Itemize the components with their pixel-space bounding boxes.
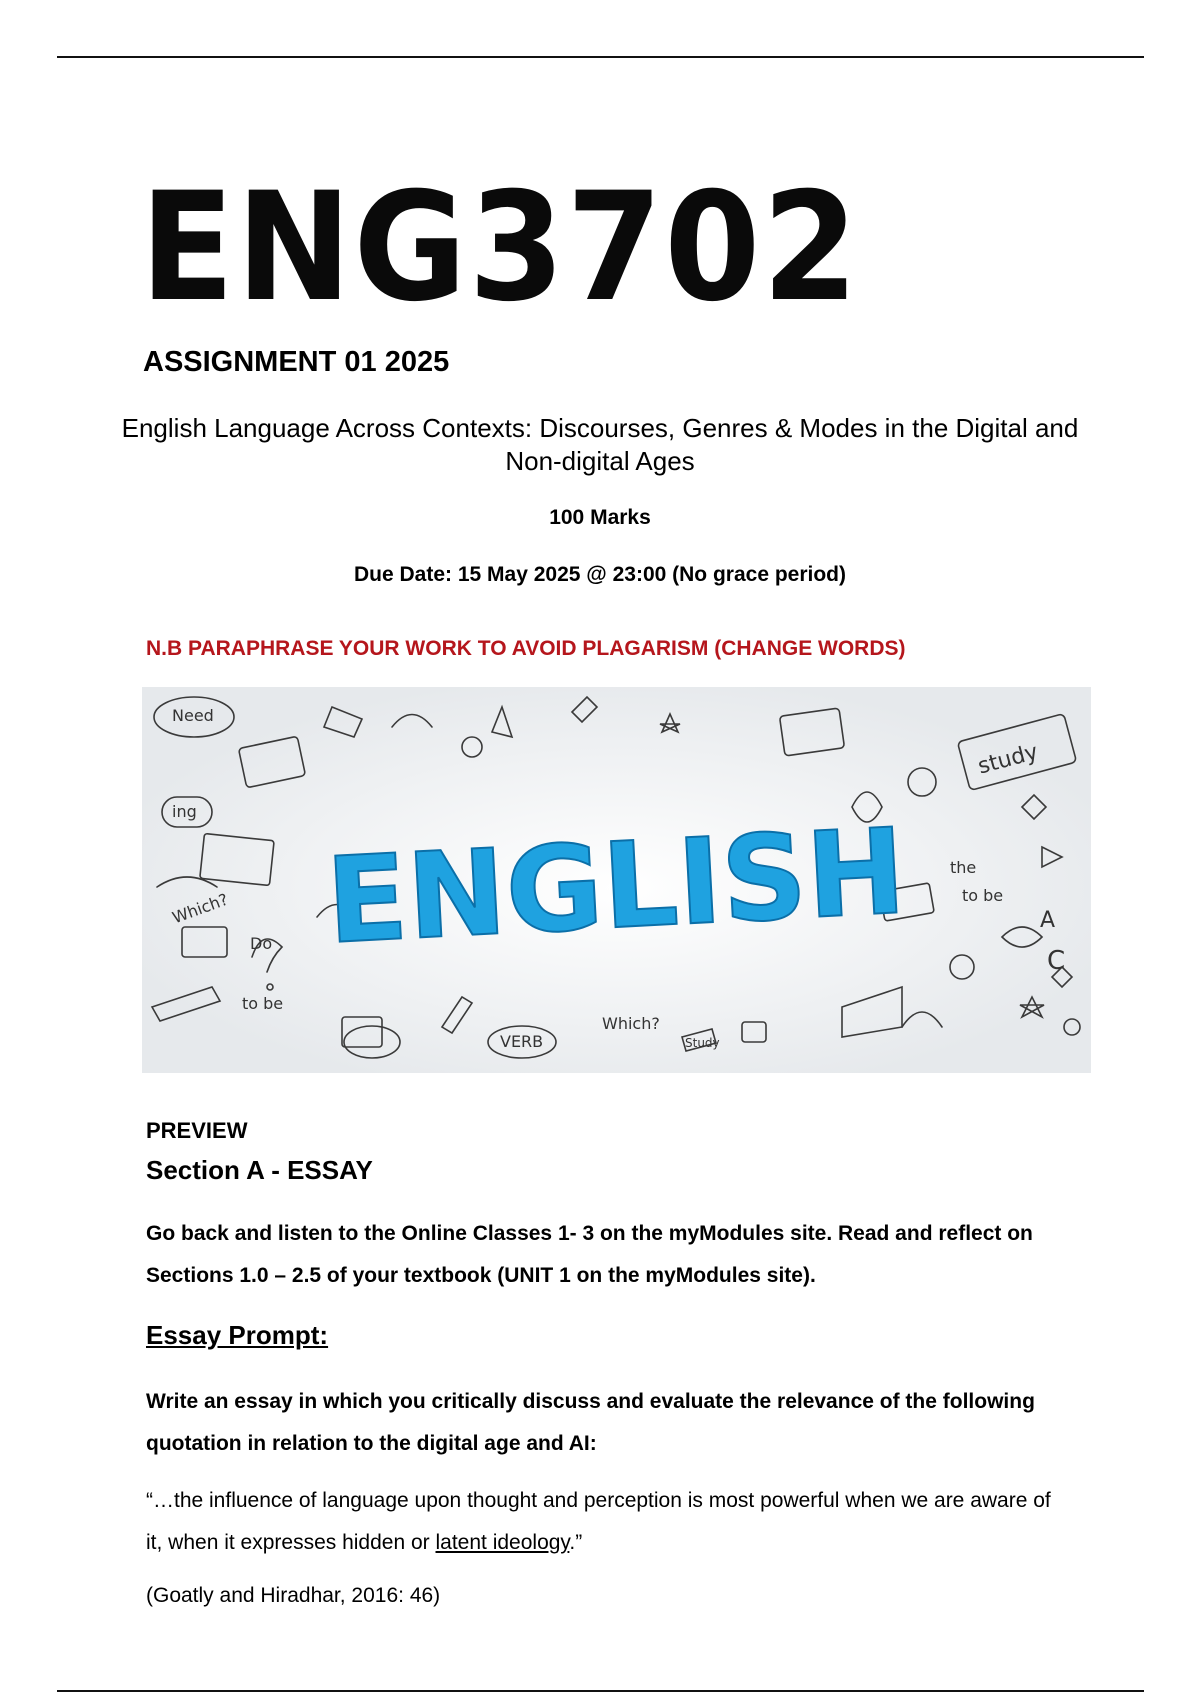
english-doodle-image [142,687,1091,1073]
assignment-title: ASSIGNMENT 01 2025 [143,346,450,378]
essay-prompt-text: Write an essay in which you critically discuss and evaluate the relevance of the following quotation in relation to the digital age and AI: [146,1390,1035,1455]
quotation-end: .” [569,1531,583,1554]
plagiarism-warning: N.B PARAPHRASE YOUR WORK TO AVOID PLAGARISM (CHANGE WORDS) [146,637,906,660]
course-subtitle: English Language Across Contexts: Discourses, Genres & Modes in the Digital and Non-digital Ages [121,413,1079,476]
doodle-word: to be [242,994,284,1013]
english-word-art: ENGLISH [323,801,909,971]
doodle-word: to be [962,886,1004,905]
doodle-word: ing [172,802,197,821]
doodle-word: Need [172,706,214,725]
due-date: Due Date: 15 May 2025 @ 23:00 (No grace period) [354,563,846,586]
top-rule [57,56,1144,58]
citation: (Goatly and Hiradhar, 2016: 46) [146,1584,441,1607]
bottom-rule [57,1690,1144,1692]
essay-prompt-heading: Essay Prompt: [146,1320,329,1350]
doodle-word: Do [250,934,273,953]
course-code: ENG3702 [140,161,861,335]
doodle-word: C [1047,946,1066,976]
section-heading: Section A - ESSAY [146,1155,373,1185]
doodle-word: Which? [169,889,231,928]
quotation [146,1480,1066,1564]
doodle-word: the [950,858,977,877]
doodle-word: Study [685,1036,720,1050]
doodle-word: Which? [602,1014,660,1033]
quotation-start: “…the influence of language upon thought and perception is most powerful when we are aware of it, when it expresses hidden or [146,1489,1051,1554]
doodle-illustration [142,687,1091,1073]
doodle-word: A [1040,908,1056,933]
instructions-paragraph: Go back and listen to the Online Classes 1- 3 on the myModules site. Read and reflect on Sections 1.0 – 2.5 of your textbook (UNIT 1 on the myModules site). [146,1222,1033,1287]
quotation-underlined: latent ideology [435,1531,570,1554]
preview-label: PREVIEW [146,1118,248,1143]
doodle-word: study [975,739,1041,780]
marks: 100 Marks [549,506,651,529]
doodle-word: VERB [500,1032,544,1051]
